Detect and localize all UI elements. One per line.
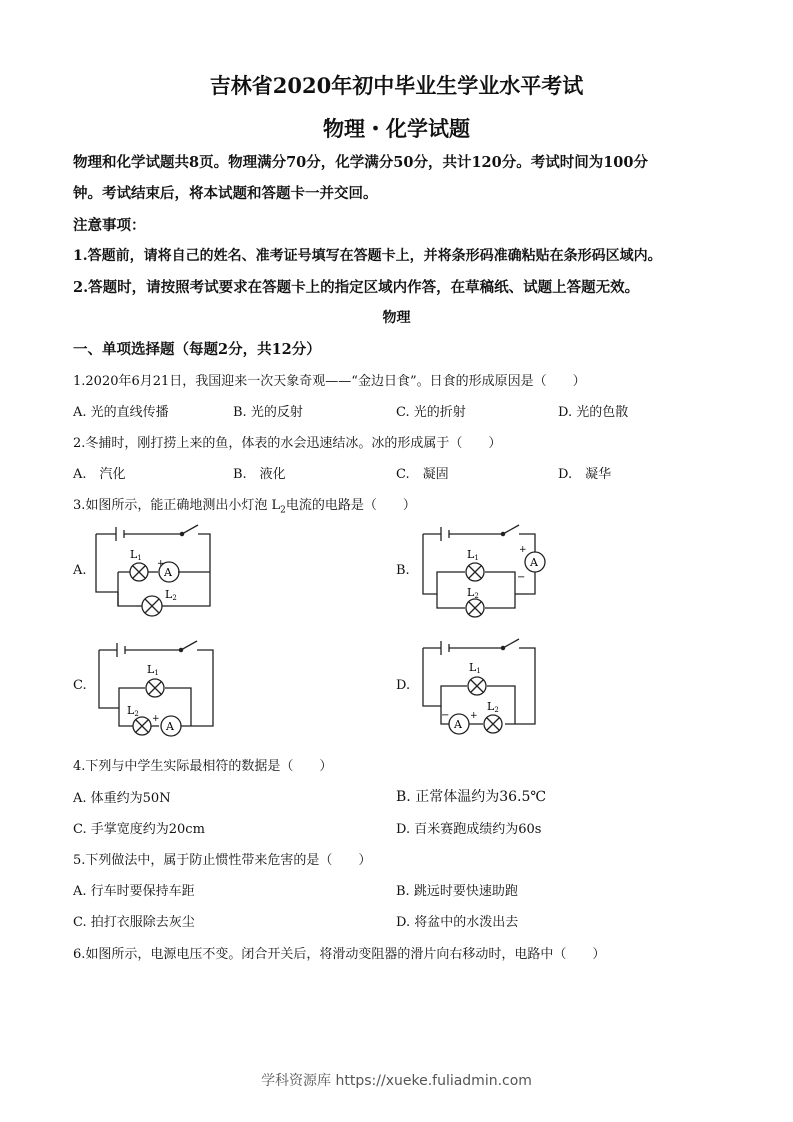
lamp-l1-label: L1 bbox=[467, 548, 479, 562]
q2-option-b: B. 液化 bbox=[233, 467, 286, 482]
q4-option-a: A. 体重约为50N bbox=[73, 791, 171, 806]
ammeter-plus: + bbox=[157, 559, 165, 569]
ammeter-plus: + bbox=[470, 711, 478, 721]
lamp-l2-label: L2 bbox=[127, 704, 139, 718]
q1-option-c: C. 光的折射 bbox=[396, 405, 466, 420]
q4-option-c: C. 手掌宽度约为20cm bbox=[73, 822, 205, 837]
lamp-l2-label: L2 bbox=[165, 588, 177, 602]
exam-title: 吉林省2020年初中毕业生学业水平考试 bbox=[209, 73, 584, 98]
circuit-diagram-d bbox=[415, 636, 545, 744]
lamp-l1-label: L1 bbox=[130, 548, 142, 562]
lamp-l2-label: L2 bbox=[487, 700, 499, 714]
ammeter-plus: + bbox=[152, 714, 160, 724]
ammeter-minus: − bbox=[441, 710, 450, 721]
intro-line-1: 物理和化学试题共8页。物理满分70分，化学满分50分，共计120分。考试时间为100分 bbox=[73, 154, 648, 171]
q2-option-d: D. 凝华 bbox=[558, 467, 612, 482]
q3-option-b: B. bbox=[396, 563, 410, 578]
q1-option-a: A. 光的直线传播 bbox=[73, 405, 169, 420]
q1-stem: 1.2020年6月21日，我国迎来一次天象奇观——“金边日食”。日食的形成原因是（ ） bbox=[73, 374, 586, 389]
ammeter-label: A bbox=[164, 566, 172, 579]
circuit-diagram-a bbox=[90, 520, 220, 625]
q4-option-d: D. 百米赛跑成绩约为60s bbox=[396, 822, 542, 837]
q5-option-d: D. 将盆中的水泼出去 bbox=[396, 915, 519, 930]
lamp-l1-label: L1 bbox=[147, 663, 159, 677]
ammeter-minus: − bbox=[517, 572, 526, 583]
q2-option-a: A. 汽化 bbox=[73, 467, 126, 482]
q3-option-c: C. bbox=[73, 678, 87, 693]
q1-option-b: B. 光的反射 bbox=[233, 405, 303, 420]
q5-option-b: B. 跳远时要快速助跑 bbox=[396, 884, 518, 899]
note-2: 2.答题时，请按照考试要求在答题卡上的指定区域内作答，在草稿纸、试题上答题无效。 bbox=[73, 279, 640, 296]
part1-heading: 一、单项选择题（每题2分，共12分） bbox=[73, 341, 321, 358]
q2-option-c: C. 凝固 bbox=[396, 467, 449, 482]
ammeter-label: A bbox=[454, 718, 462, 731]
subject-heading: 物理 bbox=[382, 310, 411, 326]
q4-stem: 4.下列与中学生实际最相符的数据是（ ） bbox=[73, 759, 333, 774]
ammeter-label: A bbox=[530, 556, 538, 569]
q4-option-b: B. 正常体温约为36.5℃ bbox=[396, 789, 547, 805]
q1-option-d: D. 光的色散 bbox=[558, 405, 629, 420]
q5-option-c: C. 拍打衣服除去灰尘 bbox=[73, 915, 195, 930]
note-1: 1.答题前，请将自己的姓名、准考证号填写在答题卡上，并将条形码准确粘贴在条形码区域内。 bbox=[73, 248, 662, 264]
circuit-diagram-b bbox=[415, 522, 550, 627]
q6-stem: 6.如图所示，电源电压不变。闭合开关后，将滑动变阻器的滑片向右移动时，电路中（ ） bbox=[73, 947, 606, 962]
notes-heading: 注意事项： bbox=[73, 217, 146, 234]
q3-option-a: A. bbox=[73, 563, 87, 578]
q5-stem: 5.下列做法中，属于防止惯性带来危害的是（ ） bbox=[73, 853, 372, 868]
exam-subtitle: 物理・化学试题 bbox=[323, 116, 470, 141]
ammeter-plus: + bbox=[519, 545, 527, 555]
footer-watermark: 学科资源库 https://xueke.fuliadmin.com bbox=[261, 1073, 532, 1089]
q5-option-a: A. 行车时要保持车距 bbox=[73, 884, 195, 899]
q2-stem: 2.冬捕时，刚打捞上来的鱼，体表的水会迅速结冰。冰的形成属于（ ） bbox=[73, 436, 502, 451]
lamp-l2-label: L2 bbox=[467, 586, 479, 600]
lamp-l1-label: L1 bbox=[469, 661, 481, 675]
q3-option-d: D. bbox=[396, 678, 411, 693]
q3-stem: 3.如图所示，能正确地测出小灯泡 $L_2$电流的电路是（ ） bbox=[73, 498, 416, 516]
intro-line-2: 钟。考试结束后，将本试题和答题卡一并交回。 bbox=[73, 185, 378, 202]
ammeter-label: A bbox=[166, 720, 174, 733]
circuit-diagram-c bbox=[93, 638, 223, 743]
